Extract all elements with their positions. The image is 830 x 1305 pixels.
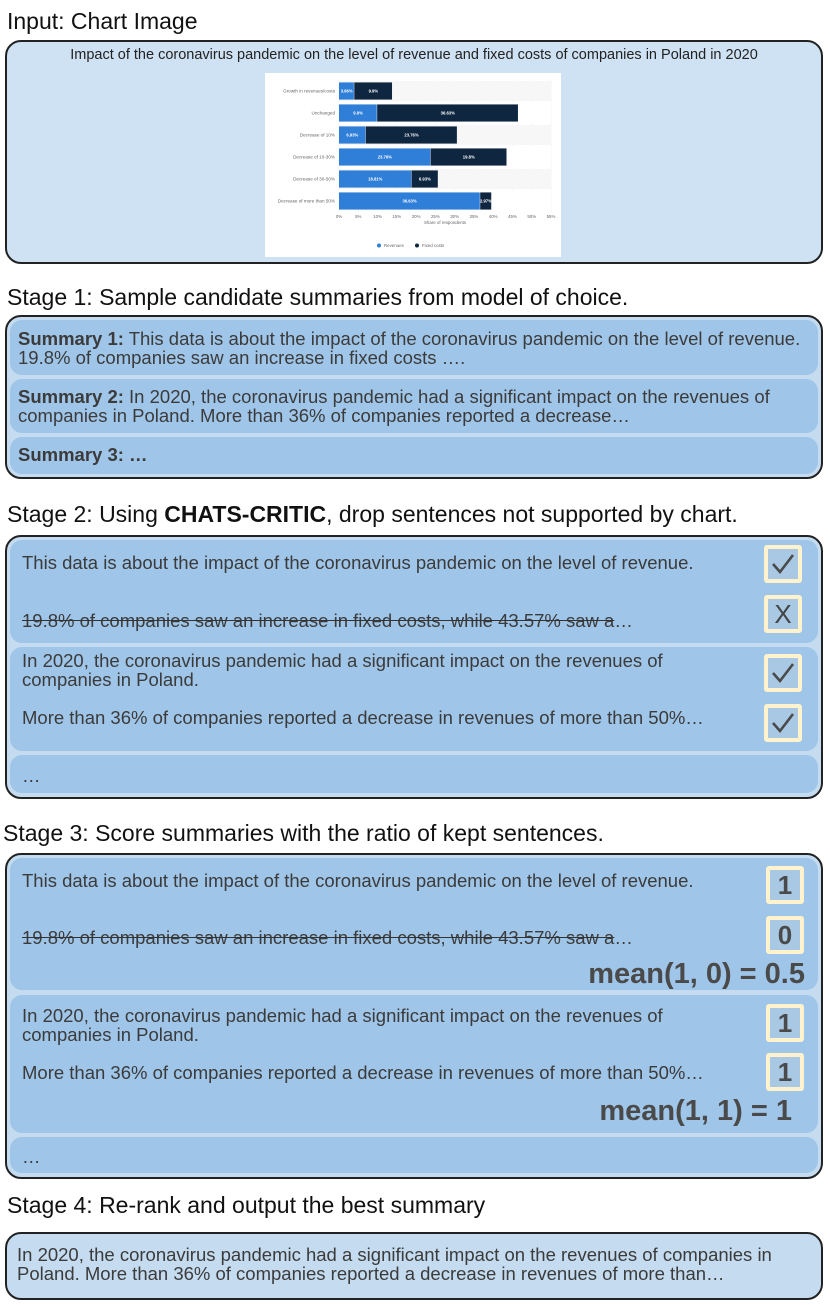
stage2-heading — [7, 501, 738, 528]
summary-3-label: Summary 3: … — [18, 444, 148, 465]
summary-2-text — [18, 387, 808, 425]
chart-title: Impact of the coronavirus pandemic on the level of revenue and fixed costs of companies in Poland in 2020 — [70, 47, 758, 63]
sentence-score: 1 — [766, 1004, 804, 1042]
stage2-s1-sentence-2 — [22, 611, 633, 630]
sentence-score: 0 — [766, 916, 804, 954]
stage3-s1-sentence-1: This data is about the impact of the coronavirus pandemic on the level of revenue. — [22, 870, 694, 891]
checkmark-icon — [764, 704, 802, 742]
sentence-score: 1 — [766, 866, 804, 904]
chart-x-tick: 30% — [450, 214, 460, 219]
chart-x-tick: 40% — [488, 214, 498, 219]
stage4-heading: Stage 4: Re-rank and output the best summary — [7, 1192, 486, 1218]
stage3-s1-sentence-2 — [22, 928, 633, 947]
legend-fixed-costs-label: Fixed costs — [422, 243, 445, 248]
chart-data-label: 6.93% — [418, 176, 431, 182]
stage3-s2-sentence-2: More than 36% of companies reported a decrease in revenues of more than 50%… — [22, 1062, 704, 1083]
checkmark-icon — [764, 545, 802, 583]
chart-category-label: Growth in revenues/costs — [283, 88, 335, 94]
stage3-more: … — [22, 1146, 41, 1167]
chart-data-label: 36.63% — [440, 110, 455, 116]
sentence-score: 1 — [766, 1053, 804, 1091]
x-mark-icon — [764, 595, 802, 633]
chart-x-tick: 20% — [411, 214, 421, 219]
chart-data-label: 19.8% — [462, 154, 475, 160]
checkmark-icon — [764, 654, 802, 692]
legend-revenues-marker — [377, 244, 381, 248]
legend-fixed-costs-marker — [415, 244, 419, 248]
chart-data-label: 9.9% — [368, 88, 379, 94]
chart-data-label: 23.76% — [377, 154, 392, 160]
legend-revenues-label: Revenues — [384, 243, 404, 248]
chart-x-tick: 50% — [527, 214, 537, 219]
dropped-sentence: 19.8% of companies saw an increase in fixed costs, while 43.57% saw a — [22, 610, 615, 631]
stage3-heading: Stage 3: Score summaries with the ratio of kept sentences. — [3, 820, 604, 846]
chats-critic-name: CHATS-CRITIC — [164, 501, 327, 527]
summary-1-body: This data is about the impact of the coronavirus pandemic on the level of revenue. 19.8% of companies saw an increase in fixed costs …. — [18, 328, 801, 368]
chart-svg — [265, 73, 561, 257]
chart-data-label: 3.96% — [340, 88, 353, 94]
stage2-s2-sentence-1: In 2020, the coronavirus pandemic had a significant impact on the revenues of companies in Poland. — [22, 650, 663, 690]
dropped-sentence-ellipsis: … — [614, 927, 633, 948]
summary-1-mean-score: mean(1, 0) = 0.5 — [588, 958, 805, 990]
stage2-more-card — [10, 755, 818, 793]
chart-category-label: Decrease of 10% — [299, 132, 335, 138]
chart-x-tick: 0% — [335, 214, 343, 219]
chart-data-label: 6.93% — [346, 132, 359, 138]
chart-data-label: 2.97% — [479, 198, 492, 204]
chart-x-tick: 10% — [373, 214, 382, 219]
summary-2-label: Summary 2: — [18, 386, 124, 407]
chart-x-tick: 35% — [469, 214, 479, 219]
chart-x-tick: 55% — [546, 214, 556, 219]
chart-data-label: 9.9% — [353, 110, 363, 116]
reject-mark: X — [774, 599, 792, 629]
stage3-more-card — [10, 1137, 818, 1173]
summary-1-label: Summary 1: — [18, 328, 124, 349]
dropped-sentence: 19.8% of companies saw an increase in fixed costs, while 43.57% saw a — [22, 927, 615, 948]
chart-category-label: Decrease of more than 50% — [277, 198, 335, 204]
chart-category-label: Decrease of 30-50% — [293, 176, 335, 182]
chart-panel — [265, 73, 561, 257]
chart-x-axis-label: Share of respondents — [424, 220, 466, 225]
summary-3-text — [18, 445, 148, 464]
chart-x-tick: 25% — [430, 214, 440, 219]
stage2-heading-prefix: Stage 2: Using — [7, 501, 165, 527]
best-summary-text: In 2020, the coronavirus pandemic had a significant impact on the revenues of companies in Poland. More than 36% of companies reported a decrease in revenues of more than… — [17, 1244, 772, 1284]
chart-x-tick: 5% — [355, 214, 362, 219]
chart-data-label: 36.63% — [402, 198, 417, 204]
summary-1-text — [18, 329, 808, 367]
summary-2-body: In 2020, the coronavirus pandemic had a significant impact on the revenues of companies in Poland. More than 36% of companies reported a decrease… — [18, 386, 770, 426]
stage1-heading: Stage 1: Sample candidate summaries from model of choice. — [7, 284, 629, 310]
chart-category-label: Decrease of 10-30% — [293, 154, 335, 160]
dropped-sentence-ellipsis: … — [614, 610, 633, 631]
stage2-heading-suffix: , drop sentences not supported by chart. — [326, 501, 738, 527]
chart-data-label: 18.81% — [368, 176, 383, 182]
chart-x-tick: 15% — [392, 214, 402, 219]
summary-2-mean-score: mean(1, 1) = 1 — [599, 1095, 792, 1127]
chart-category-label: Unchanged — [311, 110, 335, 116]
stage2-s2-sentence-2: More than 36% of companies reported a decrease in revenues of more than 50%… — [22, 707, 704, 728]
stage2-more: … — [22, 765, 41, 786]
stage3-s2-sentence-1: In 2020, the coronavirus pandemic had a significant impact on the revenues of companies in Poland. — [22, 1005, 663, 1045]
stage2-s1-sentence-1: This data is about the impact of the coronavirus pandemic on the level of revenue. — [22, 552, 694, 573]
chart-data-label: 23.76% — [404, 132, 419, 138]
chart-x-tick: 45% — [508, 214, 517, 219]
input-heading: Input: Chart Image — [7, 8, 198, 34]
